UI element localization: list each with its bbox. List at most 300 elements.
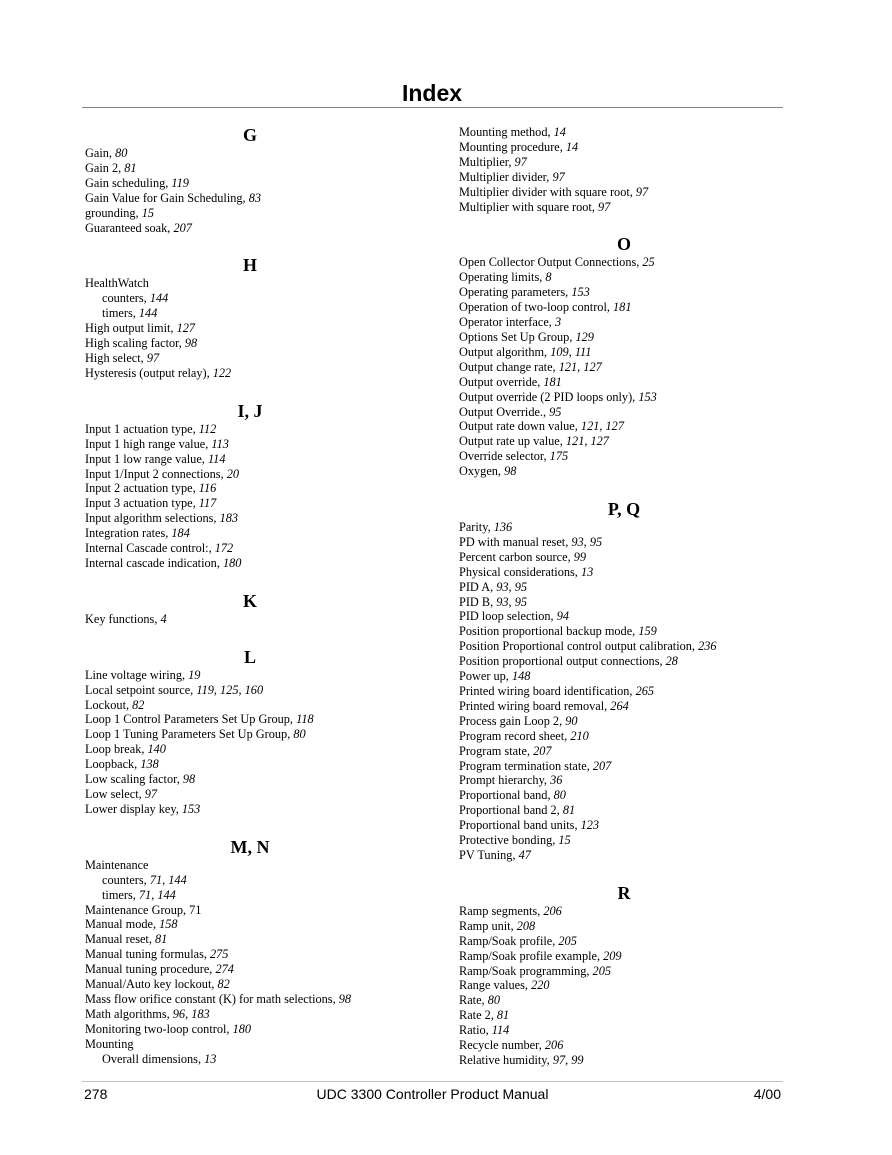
section-gap xyxy=(85,235,415,254)
page-reference[interactable]: 47 xyxy=(518,847,531,862)
page-reference[interactable]: 114 xyxy=(207,451,226,466)
index-entry xyxy=(459,639,789,654)
page-reference[interactable]: 127 xyxy=(590,434,609,449)
index-entry xyxy=(85,221,415,236)
page-reference[interactable]: 140 xyxy=(147,742,166,757)
index-entry xyxy=(459,934,789,949)
index-entry: Math algorithms, 96, 183 xyxy=(85,1006,210,1021)
entry-term: Mounting procedure, xyxy=(459,139,566,154)
entry-term: Program termination state, xyxy=(459,758,593,773)
index-entry xyxy=(85,556,415,571)
index-entry xyxy=(459,285,789,300)
page-reference[interactable]: 93 xyxy=(496,579,509,594)
page-reference[interactable]: 99 xyxy=(571,1052,584,1067)
page-reference[interactable]: 119 xyxy=(171,175,189,190)
entry-term: Output rate up value, xyxy=(459,434,566,449)
page-reference[interactable]: 206 xyxy=(544,1038,564,1053)
title-rule xyxy=(82,107,783,108)
index-entry xyxy=(85,176,415,191)
index-entry xyxy=(459,1008,789,1023)
entry-term: Line voltage wiring, xyxy=(85,667,189,682)
entry-term: Position Proportional control output calibration, xyxy=(459,639,699,654)
index-entry xyxy=(459,315,789,330)
page-reference[interactable]: 71 xyxy=(149,872,163,887)
page-reference[interactable]: 205 xyxy=(592,963,611,978)
section-gap xyxy=(459,863,789,882)
page-reference[interactable]: 183 xyxy=(191,1006,210,1021)
page-reference[interactable]: 4 xyxy=(160,611,167,626)
page-reference[interactable]: 112 xyxy=(198,421,217,436)
page-reference[interactable]: 97 xyxy=(514,154,527,169)
index-entry xyxy=(85,772,415,787)
page-reference[interactable]: 97 xyxy=(635,184,649,199)
index-entry xyxy=(459,550,789,565)
page-reference[interactable]: 208 xyxy=(516,918,536,933)
entry-term: Output override (2 PID loops only), xyxy=(459,389,639,404)
entry-term: counters, xyxy=(102,872,150,887)
index-entry xyxy=(459,654,789,669)
page-reference[interactable]: 180 xyxy=(232,1021,252,1036)
section-heading: P, Q xyxy=(607,499,641,520)
section-gap xyxy=(85,381,415,400)
index-entry xyxy=(85,437,415,452)
entry-term: Output override, xyxy=(459,374,544,389)
page-reference[interactable]: 206 xyxy=(543,903,562,918)
index-entry xyxy=(85,787,415,802)
entry-term: Ramp unit, xyxy=(459,918,517,933)
entry-term: timers, xyxy=(102,306,139,321)
entry-term: Proportional band units, xyxy=(459,818,581,833)
page-reference[interactable]: 114 xyxy=(491,1023,510,1038)
entry-term: Percent carbon source, xyxy=(459,549,574,564)
index-entry xyxy=(459,170,789,185)
index-subentry xyxy=(85,291,415,306)
entry-term: Low select, xyxy=(85,787,145,801)
page-reference[interactable]: 15 xyxy=(558,833,571,848)
page-reference[interactable]: 118 xyxy=(296,712,314,727)
index-entry xyxy=(85,712,415,727)
index-entry xyxy=(459,405,789,420)
section-gap xyxy=(85,627,415,646)
index-entry xyxy=(459,330,789,345)
page-reference[interactable]: 93 xyxy=(496,594,509,609)
page-footer xyxy=(84,1085,781,1103)
entry-term: Multiplier divider, xyxy=(459,169,553,184)
page-reference[interactable]: 81 xyxy=(496,1008,510,1023)
page-reference[interactable]: 19 xyxy=(188,667,201,682)
page-reference[interactable]: 8 xyxy=(545,270,552,285)
entry-term: High select, xyxy=(85,350,147,365)
page-reference[interactable]: 95 xyxy=(514,594,527,609)
entry-term: Local setpoint source, xyxy=(85,682,197,697)
index-entry xyxy=(85,526,415,541)
page-reference[interactable]: 116 xyxy=(198,481,217,496)
index-entry xyxy=(459,978,789,993)
index-entry xyxy=(459,848,789,863)
page-reference[interactable]: 95 xyxy=(549,404,562,419)
index-entry xyxy=(459,565,789,580)
page-reference[interactable]: 122 xyxy=(212,365,232,380)
section-heading: M, N xyxy=(230,836,270,857)
section-heading: O xyxy=(616,234,631,255)
page-reference[interactable]: 181 xyxy=(613,300,632,315)
index-entry xyxy=(85,481,415,496)
page-reference[interactable]: 205 xyxy=(558,933,577,948)
entry-term: timers, xyxy=(102,887,139,902)
entry-term: Mounting xyxy=(85,1036,134,1051)
page-reference[interactable]: 97 xyxy=(146,350,160,365)
page-reference[interactable]: 82 xyxy=(217,977,230,992)
page-reference[interactable]: 96 xyxy=(172,1006,186,1021)
index-entry xyxy=(85,422,415,437)
page-reference[interactable]: 172 xyxy=(214,541,234,556)
entry-term: Override selector, xyxy=(459,449,550,464)
entry-term: Program state, xyxy=(459,743,534,758)
entry-term: Internal cascade indication, xyxy=(85,555,223,570)
index-entry xyxy=(459,803,789,818)
index-entry xyxy=(459,904,789,919)
index-entry: Output change rate, 121, 127 xyxy=(459,359,602,374)
index-entry xyxy=(85,668,415,683)
entry-term: Physical considerations, xyxy=(459,564,581,579)
page-reference[interactable]: 98 xyxy=(182,772,196,787)
page-reference[interactable]: 175 xyxy=(549,449,569,464)
entry-term: Rate 2, xyxy=(459,1008,497,1023)
page-reference[interactable]: 207 xyxy=(592,758,612,773)
index-entry xyxy=(459,669,789,684)
page-reference[interactable]: 125 xyxy=(220,682,239,697)
entry-term: Position proportional backup mode, xyxy=(459,624,639,639)
index-entry xyxy=(459,964,789,979)
entry-term: grounding, xyxy=(85,205,142,220)
page-reference[interactable]: 275 xyxy=(210,947,229,962)
page-reference[interactable]: 83 xyxy=(248,190,261,205)
page-reference[interactable]: 109 xyxy=(550,344,569,359)
entry-term: Input 1/Input 2 connections, xyxy=(85,466,227,481)
index-entry xyxy=(85,191,415,206)
page-reference[interactable]: 274 xyxy=(215,962,234,977)
page-reference[interactable]: 98 xyxy=(504,464,517,479)
entry-term: Gain, xyxy=(85,146,116,160)
page-reference[interactable]: 81 xyxy=(124,160,137,175)
index-entry: PD with manual reset, 93, 95 xyxy=(459,534,603,549)
page-reference[interactable]: 97 xyxy=(552,169,565,184)
entry-term: Power up, xyxy=(459,669,512,684)
entry-term: Guaranteed soak, xyxy=(85,220,174,235)
page-reference[interactable]: 98 xyxy=(184,336,198,351)
entry-term: Monitoring two-loop control, xyxy=(85,1021,233,1036)
index-entry xyxy=(85,992,415,1007)
page-reference[interactable]: 129 xyxy=(575,329,594,344)
index-entry xyxy=(85,932,415,947)
entry-term: Gain 2, xyxy=(85,160,125,175)
entry-term: Mounting method, xyxy=(459,125,554,139)
entry-term: Input 3 actuation type, xyxy=(85,496,199,511)
entry-term: Operating limits, xyxy=(459,270,546,285)
entry-term: Maintenance Group, 71 xyxy=(85,902,202,917)
index-entry xyxy=(459,125,789,140)
index-entry: PID B, 93, 95 xyxy=(459,594,527,609)
section-gap xyxy=(459,479,789,498)
index-entry xyxy=(459,464,789,479)
entry-term: Manual tuning formulas, xyxy=(85,947,210,962)
page-reference[interactable]: 15 xyxy=(141,205,154,220)
entry-term: High output limit, xyxy=(85,321,177,336)
page-reference[interactable]: 3 xyxy=(554,315,562,330)
page-reference[interactable]: 127 xyxy=(605,419,624,434)
section-gap xyxy=(85,817,415,836)
index-entry xyxy=(459,788,789,803)
index-entry xyxy=(459,1023,789,1038)
page-reference[interactable]: 95 xyxy=(589,534,603,549)
index-entry xyxy=(85,612,415,627)
entry-term: Recycle number, xyxy=(459,1038,545,1053)
section-gap xyxy=(85,571,415,590)
entry-term: Ramp/Soak profile, xyxy=(459,933,559,948)
index-entry xyxy=(459,833,789,848)
page-reference[interactable]: 265 xyxy=(635,684,655,698)
page-reference[interactable]: 36 xyxy=(550,773,563,788)
page-reference[interactable]: 144 xyxy=(168,872,187,887)
index-entry xyxy=(85,351,415,366)
entry-term: Gain scheduling, xyxy=(85,175,172,190)
index-entry xyxy=(459,1038,789,1053)
page-reference[interactable]: 236 xyxy=(698,639,717,654)
entry-term: Overall dimensions, xyxy=(102,1051,205,1066)
page-reference[interactable]: 144 xyxy=(157,887,176,902)
page-reference[interactable]: 183 xyxy=(219,511,239,526)
entry-term: Position proportional output connections, xyxy=(459,654,666,669)
entry-term: PD with manual reset, xyxy=(459,534,572,549)
entry-term: Maintenance xyxy=(85,857,149,872)
entry-term: Output Override., xyxy=(459,404,550,419)
page-reference[interactable]: 220 xyxy=(531,978,550,993)
page-reference[interactable]: 264 xyxy=(610,698,629,713)
entry-term: Math algorithms, xyxy=(85,1006,173,1021)
page-reference[interactable]: 138 xyxy=(140,757,159,772)
page-reference[interactable]: 80 xyxy=(487,993,500,1008)
entry-term: Relative humidity, xyxy=(459,1052,553,1067)
issue-date: 4/00 xyxy=(753,1086,781,1102)
entry-term: Manual mode, xyxy=(85,917,160,932)
entry-term: HealthWatch xyxy=(85,276,149,291)
page-reference[interactable]: 99 xyxy=(573,549,587,564)
index-subentry: counters, 71, 144 xyxy=(102,872,187,887)
page-reference[interactable]: 25 xyxy=(642,255,655,270)
page-reference[interactable]: 117 xyxy=(198,496,217,511)
page-reference[interactable]: 209 xyxy=(603,948,622,963)
index-entry xyxy=(459,255,789,270)
page-reference[interactable]: 14 xyxy=(565,139,579,154)
page-reference[interactable]: 153 xyxy=(571,285,590,300)
index-entry: Relative humidity, 97, 99 xyxy=(459,1052,584,1067)
entry-term: Manual tuning procedure, xyxy=(85,962,216,977)
entry-term: Process gain Loop 2, xyxy=(459,713,566,728)
page-reference[interactable]: 113 xyxy=(211,436,229,451)
index-entry xyxy=(459,818,789,833)
index-entry xyxy=(85,1022,415,1037)
entry-term: Operation of two-loop control, xyxy=(459,300,614,315)
index-entry xyxy=(85,858,415,873)
entry-term: Lower display key, xyxy=(85,801,182,816)
index-entry xyxy=(85,336,415,351)
entry-term: Output algorithm, xyxy=(459,344,551,359)
entry-term: Input 1 high range value, xyxy=(85,436,212,451)
entry-term: Mass flow orifice constant (K) for math selections, xyxy=(85,991,339,1006)
index-entry xyxy=(459,609,789,624)
page-reference[interactable]: 180 xyxy=(222,555,242,570)
entry-term: Protective bonding, xyxy=(459,833,559,848)
entry-term: Multiplier, xyxy=(459,154,515,169)
page-reference[interactable]: 127 xyxy=(583,359,602,374)
entry-term: Manual/Auto key lockout, xyxy=(85,977,218,992)
page-reference[interactable]: 82 xyxy=(132,697,145,712)
section-heading: R xyxy=(617,882,631,903)
page-reference[interactable]: 13 xyxy=(204,1051,217,1066)
page-reference[interactable]: 136 xyxy=(493,520,513,535)
section-heading: L xyxy=(243,646,256,667)
index-entry xyxy=(459,200,789,215)
page-reference[interactable]: 71 xyxy=(138,887,152,902)
index-subentry xyxy=(85,1052,415,1067)
footer-rule xyxy=(82,1081,783,1082)
entry-term: Loop 1 Control Parameters Set Up Group, xyxy=(85,712,297,727)
entry-term: Manual reset, xyxy=(85,932,155,947)
entry-term: Rate, xyxy=(459,993,488,1008)
section-heading: G xyxy=(242,125,257,145)
page-reference[interactable]: 160 xyxy=(244,682,264,697)
entry-term: Multiplier divider with square root, xyxy=(459,184,636,199)
page-reference[interactable]: 14 xyxy=(553,125,566,139)
page-reference[interactable]: 119 xyxy=(196,682,214,697)
page-reference[interactable]: 210 xyxy=(570,728,589,743)
entry-term: Output change rate, xyxy=(459,359,559,374)
index-entry xyxy=(85,206,415,221)
page-reference[interactable]: 127 xyxy=(176,321,196,336)
page-reference[interactable]: 159 xyxy=(638,624,657,639)
entry-term: PID loop selection, xyxy=(459,609,557,624)
entry-term: Lockout, xyxy=(85,697,133,712)
entry-term: Printed wiring board identification, xyxy=(459,684,636,698)
page-reference[interactable]: 121 xyxy=(558,359,578,374)
page-reference[interactable]: 121 xyxy=(580,419,600,434)
page-reference[interactable]: 80 xyxy=(293,727,306,742)
page-reference[interactable]: 144 xyxy=(138,306,158,321)
entry-term: Ratio, xyxy=(459,1023,492,1038)
page-reference[interactable]: 97 xyxy=(598,199,611,214)
index-entry xyxy=(85,146,415,161)
page-reference[interactable]: 28 xyxy=(665,654,678,669)
page-reference[interactable]: 81 xyxy=(155,932,168,947)
page-reference[interactable]: 13 xyxy=(580,564,594,579)
entry-term: Hysteresis (output relay), xyxy=(85,365,213,380)
page-number: 278 xyxy=(84,1086,108,1102)
page-reference[interactable]: 111 xyxy=(574,344,592,359)
entry-term: Key functions, xyxy=(85,611,161,626)
index-entry xyxy=(459,390,789,405)
page-reference[interactable]: 97 xyxy=(552,1052,566,1067)
page-reference[interactable]: 97 xyxy=(144,787,158,801)
index-entry xyxy=(85,977,415,992)
entry-term: Operating parameters, xyxy=(459,285,572,300)
index-entry: Output rate down value, 121, 127 xyxy=(459,419,624,434)
entry-term: Input 1 low range value, xyxy=(85,451,208,466)
page-reference[interactable]: 93 xyxy=(571,534,584,549)
page-reference[interactable]: 80 xyxy=(553,788,566,803)
index-entry xyxy=(459,744,789,759)
entry-term: Proportional band 2, xyxy=(459,803,563,818)
page-reference[interactable]: 98 xyxy=(338,991,352,1006)
entry-term: Printed wiring board removal, xyxy=(459,698,611,713)
index-entry xyxy=(85,903,415,918)
index-entry xyxy=(459,714,789,729)
page-reference[interactable]: 207 xyxy=(173,220,192,235)
page-reference[interactable]: 184 xyxy=(171,526,190,541)
entry-term: Options Set Up Group, xyxy=(459,329,576,344)
page-reference[interactable]: 144 xyxy=(149,291,169,306)
index-subentry: timers, 71, 144 xyxy=(102,887,176,902)
index-entry xyxy=(85,452,415,467)
page-reference[interactable]: 123 xyxy=(580,818,600,833)
page-reference[interactable]: 153 xyxy=(638,389,657,404)
index-entry xyxy=(459,919,789,934)
index-entry xyxy=(459,270,789,285)
page-title: Index xyxy=(401,80,463,106)
index-entry xyxy=(459,773,789,788)
index-entry xyxy=(85,802,415,817)
entry-term: Input algorithm selections, xyxy=(85,511,220,526)
page-reference[interactable]: 95 xyxy=(514,579,527,594)
page-reference[interactable]: 153 xyxy=(181,801,201,816)
entry-term: PID B, xyxy=(459,594,497,609)
entry-term: Operator interface, xyxy=(459,315,555,330)
entry-term: Ramp/Soak profile example, xyxy=(459,948,604,963)
page-reference[interactable]: 80 xyxy=(115,146,128,160)
index-entry xyxy=(85,467,415,482)
entry-term: Parity, xyxy=(459,520,494,535)
page-reference[interactable]: 90 xyxy=(565,713,578,728)
entry-term: Low scaling factor, xyxy=(85,772,183,787)
entry-term: Gain Value for Gain Scheduling, xyxy=(85,190,249,205)
index-column-left xyxy=(85,124,415,1067)
entry-term: Internal Cascade control:, xyxy=(85,541,215,556)
page-reference[interactable]: 207 xyxy=(533,743,552,758)
entry-term: Loop 1 Tuning Parameters Set Up Group, xyxy=(85,727,294,742)
page-reference[interactable]: 158 xyxy=(159,917,178,932)
entry-term: Ramp segments, xyxy=(459,903,544,918)
page-reference[interactable]: 181 xyxy=(543,374,562,389)
entry-term: Multiplier with square root, xyxy=(459,199,599,214)
index-entry xyxy=(459,140,789,155)
index-entry xyxy=(459,300,789,315)
page-reference[interactable]: 148 xyxy=(511,669,531,684)
page-reference[interactable]: 94 xyxy=(556,609,569,624)
page-reference[interactable]: 121 xyxy=(565,434,585,449)
index-subentry xyxy=(85,306,415,321)
index-entry xyxy=(85,541,415,556)
entry-term: counters, xyxy=(102,291,150,306)
index-entry xyxy=(85,757,415,772)
manual-title: UDC 3300 Controller Product Manual xyxy=(316,1086,549,1102)
section-heading: H xyxy=(242,255,257,276)
page-reference[interactable]: 81 xyxy=(562,803,576,818)
entry-term: Integration rates, xyxy=(85,526,172,541)
index-entry xyxy=(459,155,789,170)
entry-term: Input 2 actuation type, xyxy=(85,481,199,496)
page-reference[interactable]: 20 xyxy=(226,466,240,481)
index-entry xyxy=(459,699,789,714)
entry-term: Loop break, xyxy=(85,742,148,757)
